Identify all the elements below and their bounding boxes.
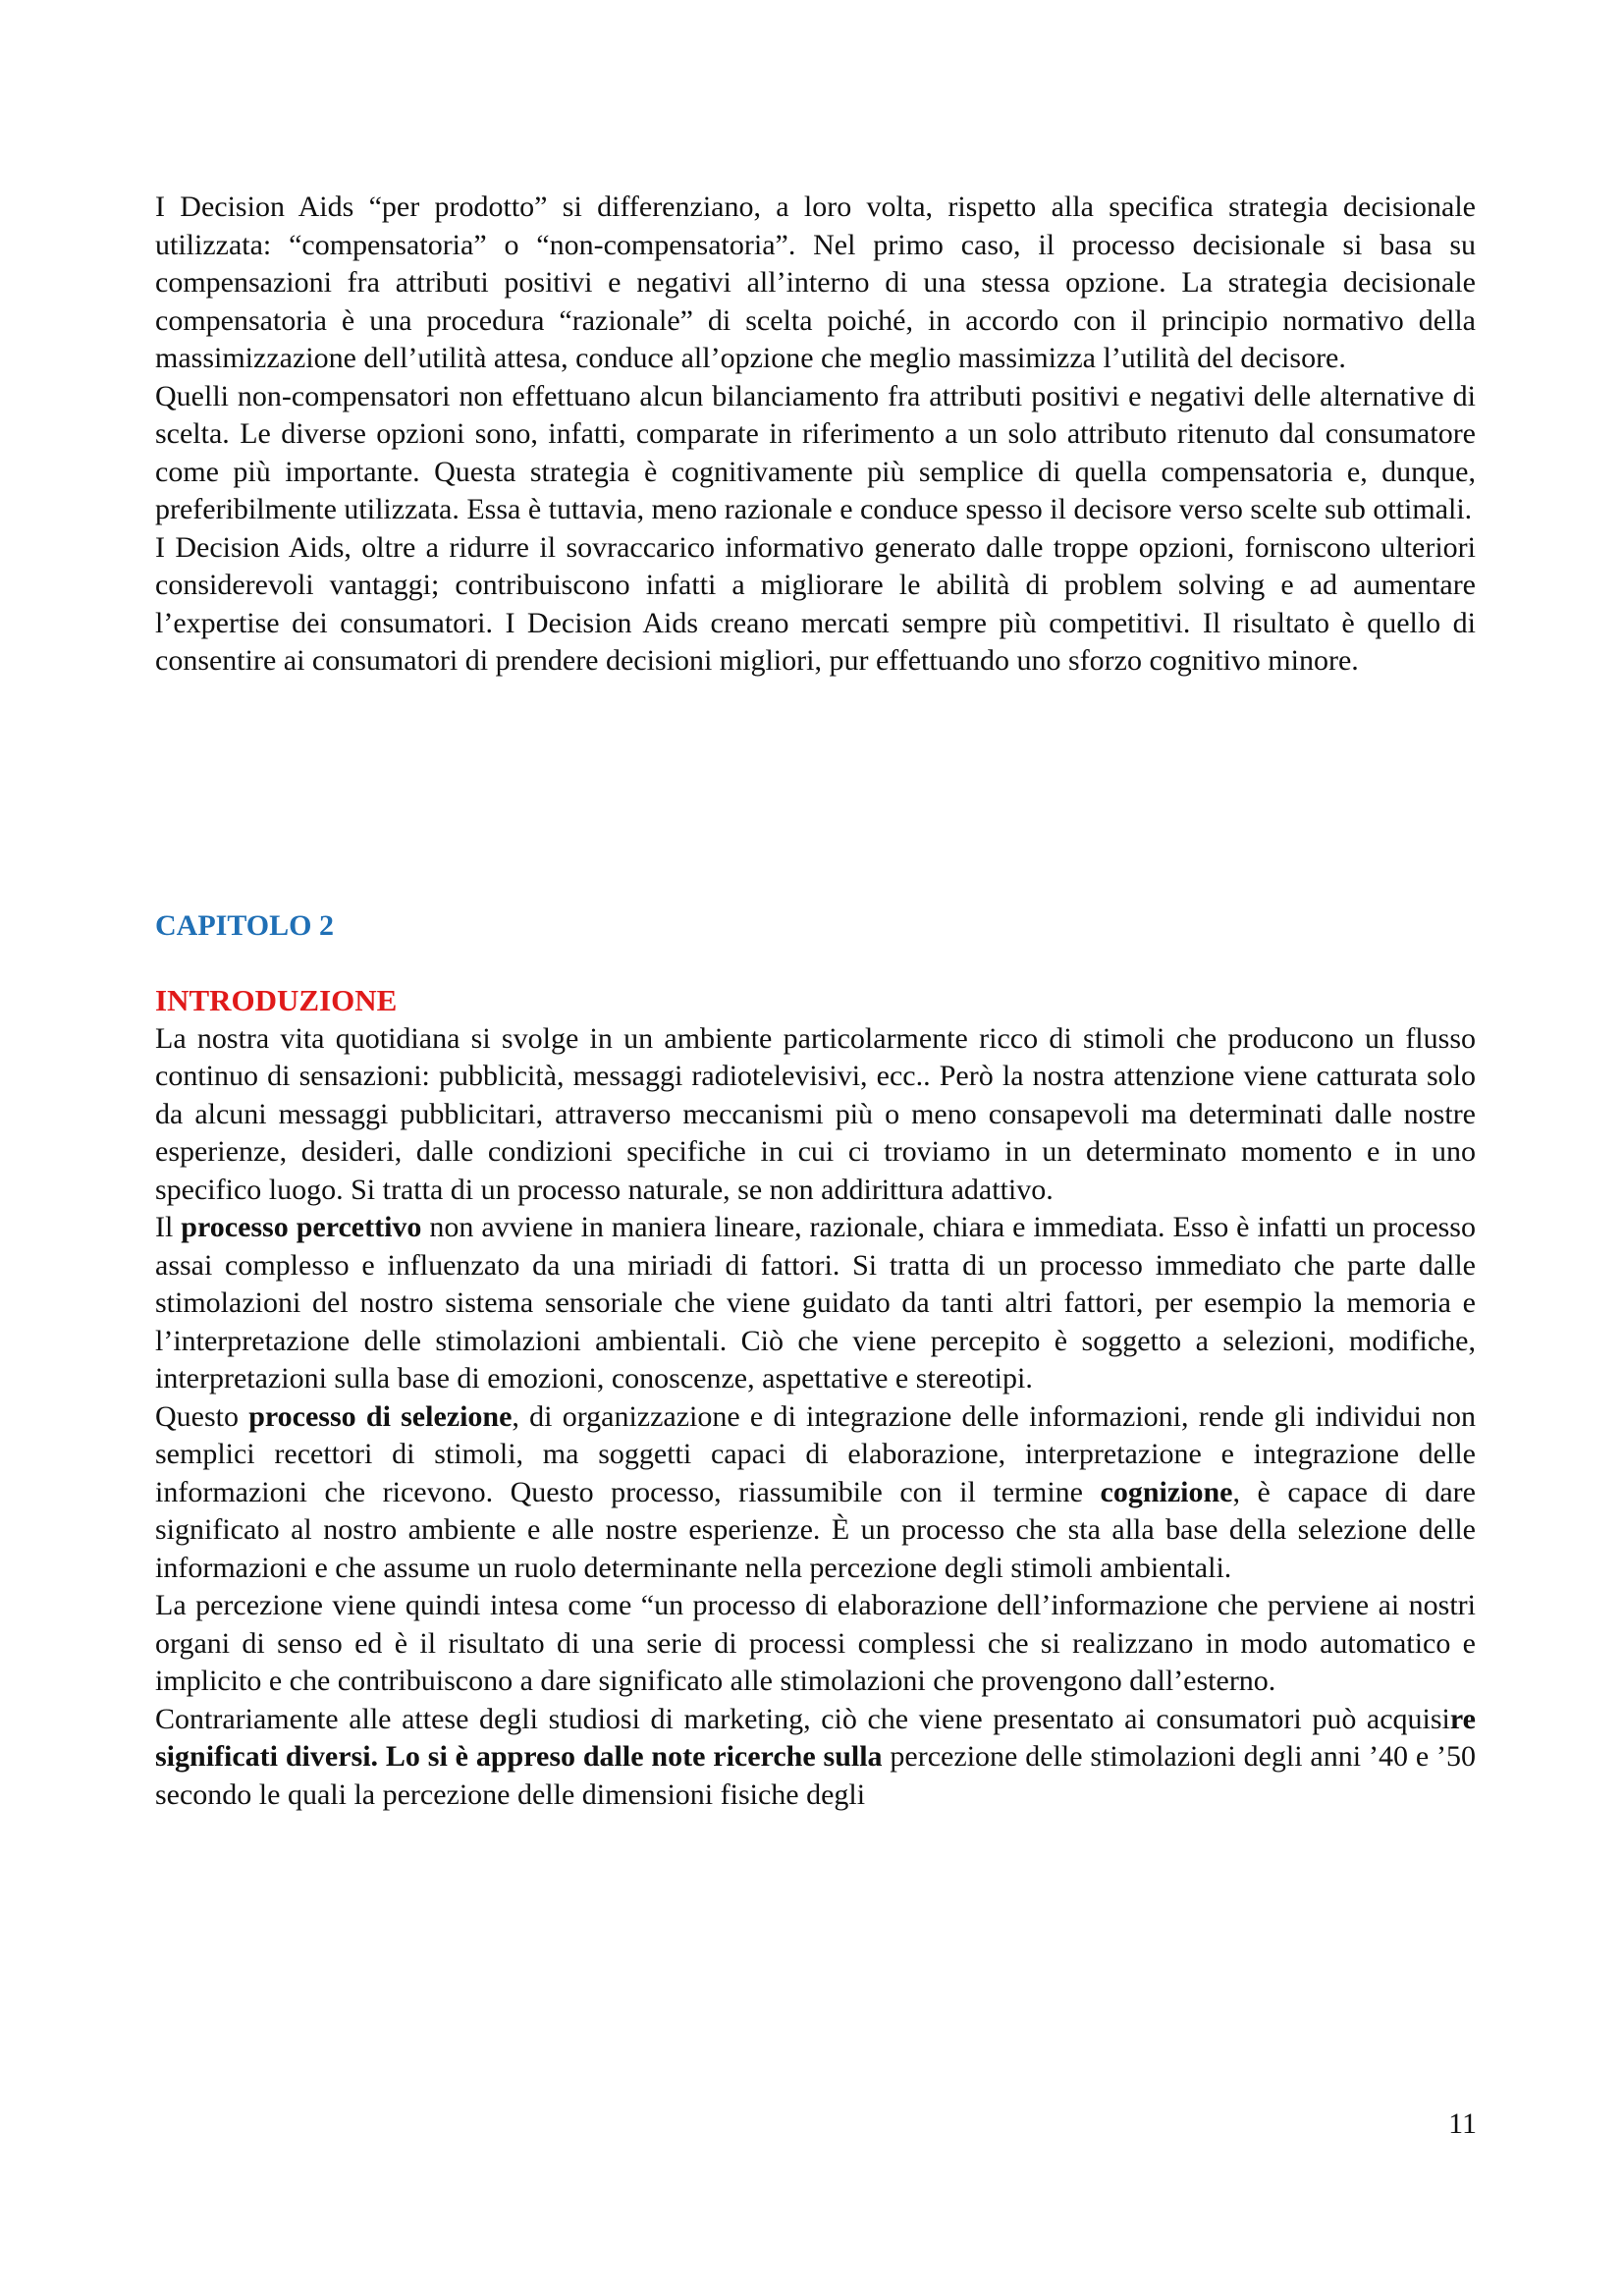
vertical-spacer [155, 945, 1476, 982]
bold-term: cognizione [1100, 1475, 1233, 1508]
text-run: Contrariamente alle attese degli studiosi di marketing, ciò che viene presentato ai consumatori può acquisi [155, 1702, 1450, 1735]
text-run: , è capace di dare significato al nostro ambiente e alle nostre esperienze. È un processo che sta alla base della selezione delle informazioni e che assume un ruolo determinante nella percezione degli stimoli ambientali. [155, 1475, 1476, 1584]
page-number: 11 [1448, 2107, 1477, 2140]
bold-term: re significati diversi. Lo si è appreso dalle note ricerche sulla [155, 1702, 1476, 1773]
text-run: percezione delle stimolazioni degli anni ’40 e ’50 secondo le quali la percezione delle dimensioni fisiche degli [155, 1740, 1477, 1811]
text-run: Questo [155, 1399, 249, 1433]
paragraph-decision-aids-strategy: I Decision Aids “per prodotto” si differenziano, a loro volta, rispetto alla specifica strategia decisionale utilizzata: “compensatoria” o “non-compensatoria”. Nel primo caso, il processo decisionale si basa su compensazioni fra attributi positivi e negativi all’interno di una stessa opzione. La strategia decisionale compensatoria è una procedura “razionale” di scelta poiché, in accordo con il principio normativo della massimizzazione dell’utilità attesa, conduce all’opzione che meglio massimizza l’utilità del decisore. [155, 191, 1476, 374]
bold-term: processo percettivo [181, 1211, 422, 1243]
paragraph-decision-aids-benefits: I Decision Aids, oltre a ridurre il sovraccarico informativo generato dalle troppe opzioni, forniscono ulteriori considerevoli vantaggi; contribuiscono infatti a migliorare le abilità di problem solving e ad aumentare l’expertise dei consumatori. I Decision Aids creano mercati sempre più competitivi. Il risultato è quello di consentire ai consumatori di prendere decisioni migliori, pur effettuando uno sforzo cognitivo minore. [155, 530, 1476, 677]
paragraph-marketing-meanings [155, 1701, 1476, 1815]
bold-term: processo di selezione [248, 1399, 513, 1433]
paragraph-non-compensatory: Quelli non-compensatori non effettuano alcun bilanciamento fra attributi positivi e negativi delle alternative di scelta. Le diverse opzioni sono, infatti, comparate in riferimento a un solo attributo ritenuto dal consumatore come più importante. Questa strategia è cognitivamente più semplice di quella compensatoria e, dunque, preferibilmente utilizzata. Essa è tuttavia, meno razionale e conduce spesso il decisore verso scelte sub ottimali. [155, 379, 1476, 525]
text-run: , di organizzazione e di integrazione delle informazioni, rende gli individui non semplici recettori di stimoli, ma soggetti capaci di elaborazione, interpretazione e integrazione delle informazioni che ricevono. Questo processo, riassumibile con il termine [155, 1399, 1477, 1508]
section-title: INTRODUZIONE [155, 983, 398, 1017]
document-page [155, 189, 1476, 1814]
paragraph-selection-process [155, 1398, 1476, 1588]
paragraph-intro-daily-life: La nostra vita quotidiana si svolge in un ambiente particolarmente ricco di stimoli che producono un flusso continuo di sensazioni: pubblicità, messaggi radiotelevisivi, ecc.. Però la nostra attenzione viene catturata solo da alcuni messaggi pubblicitari, attraverso meccanismi più o meno consapevoli ma determinati dalle nostre esperienze, desideri, dalle condizioni specifiche in cui ci troviamo in un determinato momento e in uno specifico luogo. Si tratta di un processo naturale, se non addirittura adattivo. [155, 1021, 1476, 1206]
paragraph-perceptual-process [155, 1209, 1476, 1398]
text-run: non avviene in maniera lineare, razionale, chiara e immediata. Esso è infatti un processo assai complesso e influenzato da una miriadi di fattori. Si tratta di un processo immediato che parte dalle stimolazioni del nostro sistema sensoriale che viene guidato da tanti altri fattori, per esempio la memoria e l’interpretazione delle stimolazioni ambientali. Ciò che viene percepito è soggetto a selezioni, modifiche, interpretazioni sulla base di emozioni, conoscenze, aspettative e stereotipi. [155, 1211, 1476, 1394]
text-run: Il [155, 1211, 182, 1243]
vertical-spacer [155, 681, 1476, 907]
paragraph-perception-definition: La percezione viene quindi intesa come “un processo di elaborazione dell’informazione che perviene ai nostri organi di senso ed è il risultato di una serie di processi complessi che si realizzano in modo automatico e implicito e che contribuiscono a dare significato alle stimolazioni che provengono dall’esterno. [155, 1589, 1476, 1697]
chapter-title: CAPITOLO 2 [155, 908, 334, 942]
